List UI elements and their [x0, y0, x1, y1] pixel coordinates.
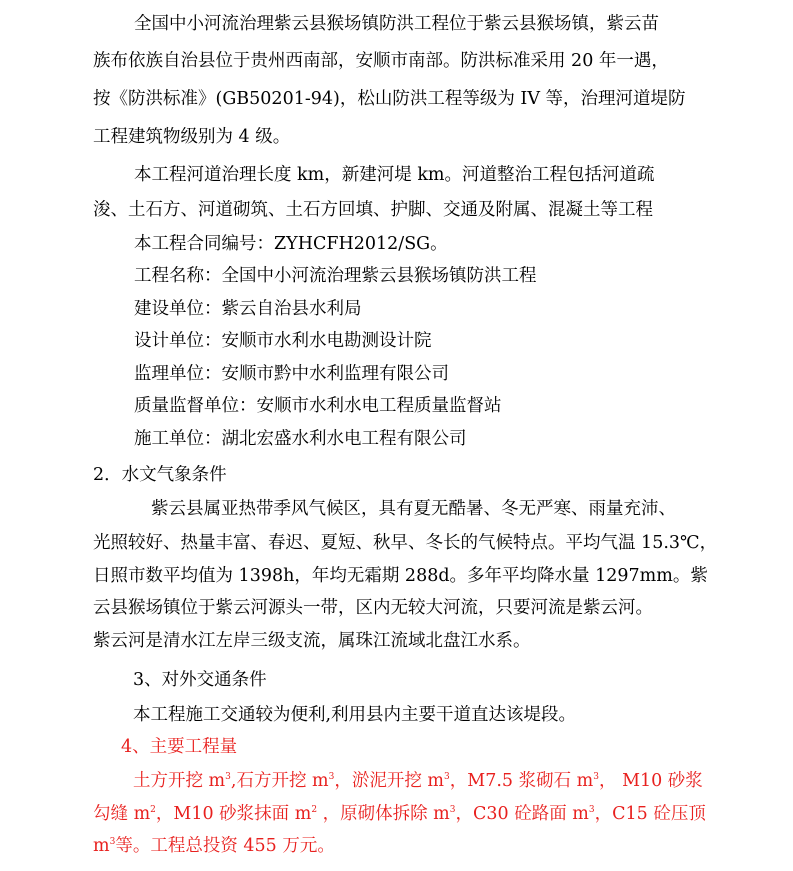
project-name: 工程名称：全国中小河流治理紫云县猴场镇防洪工程	[134, 266, 537, 286]
section2-line-2: 光照较好、热量丰富、春迟、夏短、秋早、冬长的气候特点。平均气温 15.3℃，	[93, 533, 718, 553]
quantities-line-1	[133, 769, 703, 793]
unit-exponent: 3	[449, 805, 456, 815]
intro-line-3: 按《防洪标准》(GB50201-94)，松山防洪工程等级为 IV 等，治理河道堤防	[93, 89, 686, 109]
section2-heading: 2．水文气象条件	[93, 465, 227, 485]
unit-exponent: 2	[311, 805, 318, 815]
construction-unit: 施工单位：湖北宏盛水利水电工程有限公司	[134, 429, 467, 449]
section3-heading: 3、对外交通条件	[133, 670, 267, 690]
qty-plastering: ，M10 砂浆抹面 m	[155, 804, 312, 824]
qty-silt-excavation: ，淤泥开挖 m	[334, 771, 445, 791]
supervision-unit: 监理单位：安顺市黔中水利监理有限公司	[134, 364, 449, 384]
qty-road-pavement: ，C30 砼路面 m	[455, 804, 589, 824]
unit-exponent: 3	[588, 805, 595, 815]
unit-exponent: 3	[328, 772, 335, 782]
scope-line-1: 本工程河道治理长度 km，新建河堤 km。河道整治工程包括河道疏	[134, 165, 655, 185]
unit-exponent: 3	[593, 772, 599, 782]
owner-unit: 建设单位：紫云自治县水利局	[134, 299, 362, 319]
section3-text: 本工程施工交通较为便利,利用县内主要干道直达该堤段。	[133, 705, 577, 725]
intro-line-2: 族布依族自治县位于贵州西南部，安顺市南部。防洪标准采用 20 年一遇，	[93, 51, 669, 71]
section4-heading: 4、主要工程量	[121, 737, 238, 757]
quantities-line-3	[93, 834, 335, 858]
quantities-line-2	[93, 802, 706, 826]
qty-demolition: ，原砌体拆除 m	[317, 804, 450, 824]
section2-line-1: 紫云县属亚热带季风气候区，具有夏无酷暑、冬无严寒、雨量充沛、	[151, 499, 676, 519]
unit-exponent: 2	[150, 805, 156, 815]
scope-line-2: 浚、土石方、河道砌筑、土石方回填、护脚、交通及附属、混凝土等工程	[93, 200, 653, 220]
unit-exponent: 3	[225, 772, 231, 782]
section2-line-3: 日照市数平均值为 1398h，年均无霜期 288d。多年平均降水量 1297mm。紫	[93, 566, 708, 586]
unit-exponent: 3	[109, 837, 116, 847]
unit-exponent: 3	[444, 772, 450, 782]
intro-line-4: 工程建筑物级别为 4 级。	[93, 127, 291, 147]
qty-earth-excavation: 土方开挖 m	[133, 771, 226, 791]
qty-coping-unit: m	[93, 836, 110, 856]
qty-mortar-label: ， M10 砂浆	[599, 771, 703, 791]
qty-coping-label: ，C15 砼压顶	[594, 804, 706, 824]
qty-masonry: ，M7.5 浆砌石 m	[449, 771, 594, 791]
qty-pointing: 勾缝 m	[93, 804, 151, 824]
section2-line-5: 紫云河是清水江左岸三级支流，属珠江流域北盘江水系。	[93, 631, 531, 651]
contract-number: 本工程合同编号：ZYHCFH2012/SG。	[134, 234, 448, 254]
section2-line-4: 云县猴场镇位于紫云河源头一带，区内无较大河流，只要河流是紫云河。	[93, 598, 653, 618]
quality-unit: 质量监督单位：安顺市水利水电工程质量监督站	[134, 396, 502, 416]
intro-line-1: 全国中小河流治理紫云县猴场镇防洪工程位于紫云县猴场镇，紫云苗	[134, 14, 659, 34]
total-investment: 等。工程总投资 455 万元。	[115, 836, 335, 856]
qty-rock-excavation: ,石方开挖 m	[230, 771, 329, 791]
design-unit: 设计单位：安顺市水利水电勘测设计院	[134, 331, 432, 351]
